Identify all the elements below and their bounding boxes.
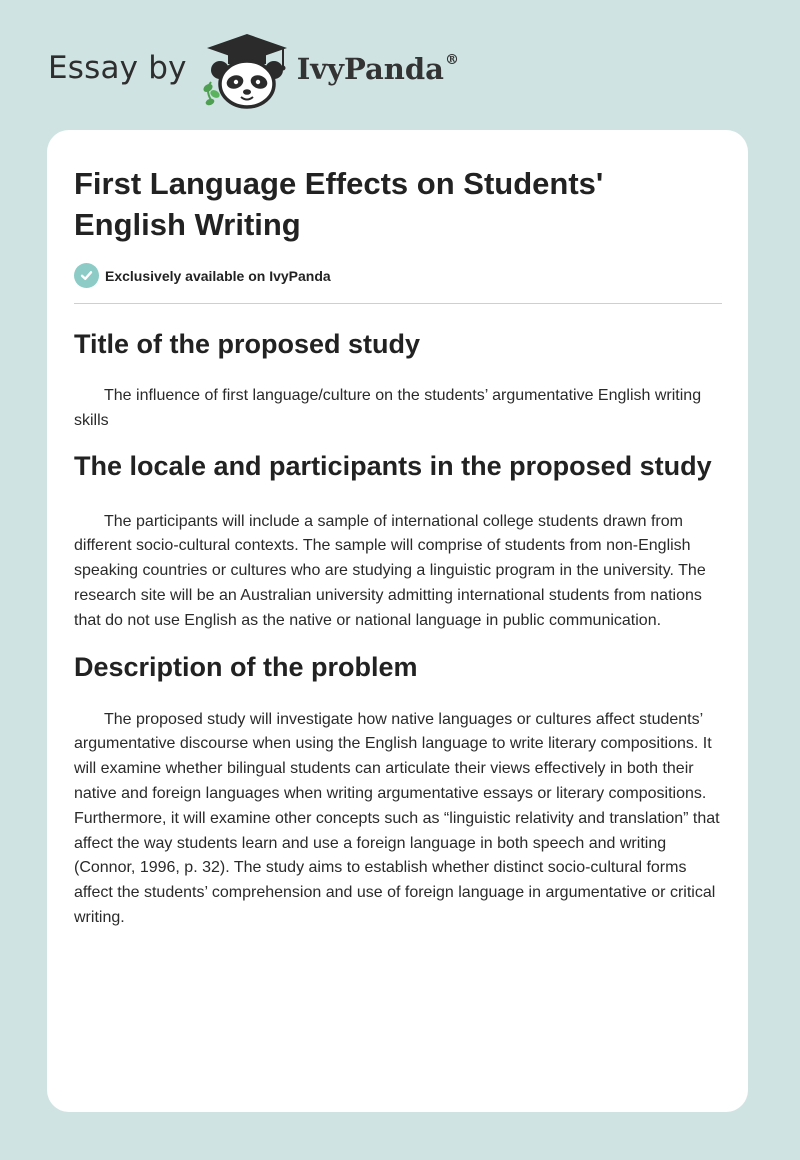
section-heading: The locale and participants in the proposed study [74, 450, 712, 481]
essay-by-label: Essay by [48, 50, 187, 86]
article-card [47, 130, 748, 1112]
checkmark-icon [74, 263, 99, 288]
section-paragraph: The participants will include a sample of international college students drawn from different socio-cultural contexts. The sample will comprise of students from non-English speaking countries or cultures who are studying a linguistic program in the university. The research site will be an Australian university admitting international students from nations that do not use English as the native or national language in public communication. [74, 512, 706, 629]
section-heading: Title of the proposed study [74, 329, 421, 359]
article-title: First Language Effects on Students' English Writing [74, 166, 604, 242]
panda-graduate-logo-icon[interactable] [201, 30, 293, 110]
section-heading: Description of the problem [74, 651, 418, 682]
section-locale-participants [74, 446, 724, 634]
exclusive-label: Exclusively available on IvyPanda [105, 267, 331, 284]
registered-mark: ® [444, 52, 459, 69]
brand-name[interactable]: IvyPanda® [296, 52, 459, 86]
section-paragraph: The proposed study will investigate how native languages or cultures affect students’ argumentative discourse when using the English language to write literary compositions. It will examine whether bilingual students can articulate their views effectively in both their native and foreign languages when writing argumentative essays or literary compositions. Furthermore, it will examine other concepts such as “linguistic relativity and translation” that affect the way students learn and use a foreign language in both speech and writing (Connor, 1996, p. 32). The study aims to establish whether distinct socio-cultural forms affect the students’ comprehension and use of foreign language in argumentative or critical writing. [74, 710, 720, 926]
section-paragraph: The influence of first language/culture on the students’ argumentative English writing skills [74, 387, 702, 429]
divider [74, 303, 722, 304]
section-title-of-study [74, 319, 724, 434]
brand-header [48, 30, 459, 110]
article-body [74, 319, 724, 931]
exclusive-badge [74, 263, 331, 288]
section-problem-description [74, 647, 724, 931]
